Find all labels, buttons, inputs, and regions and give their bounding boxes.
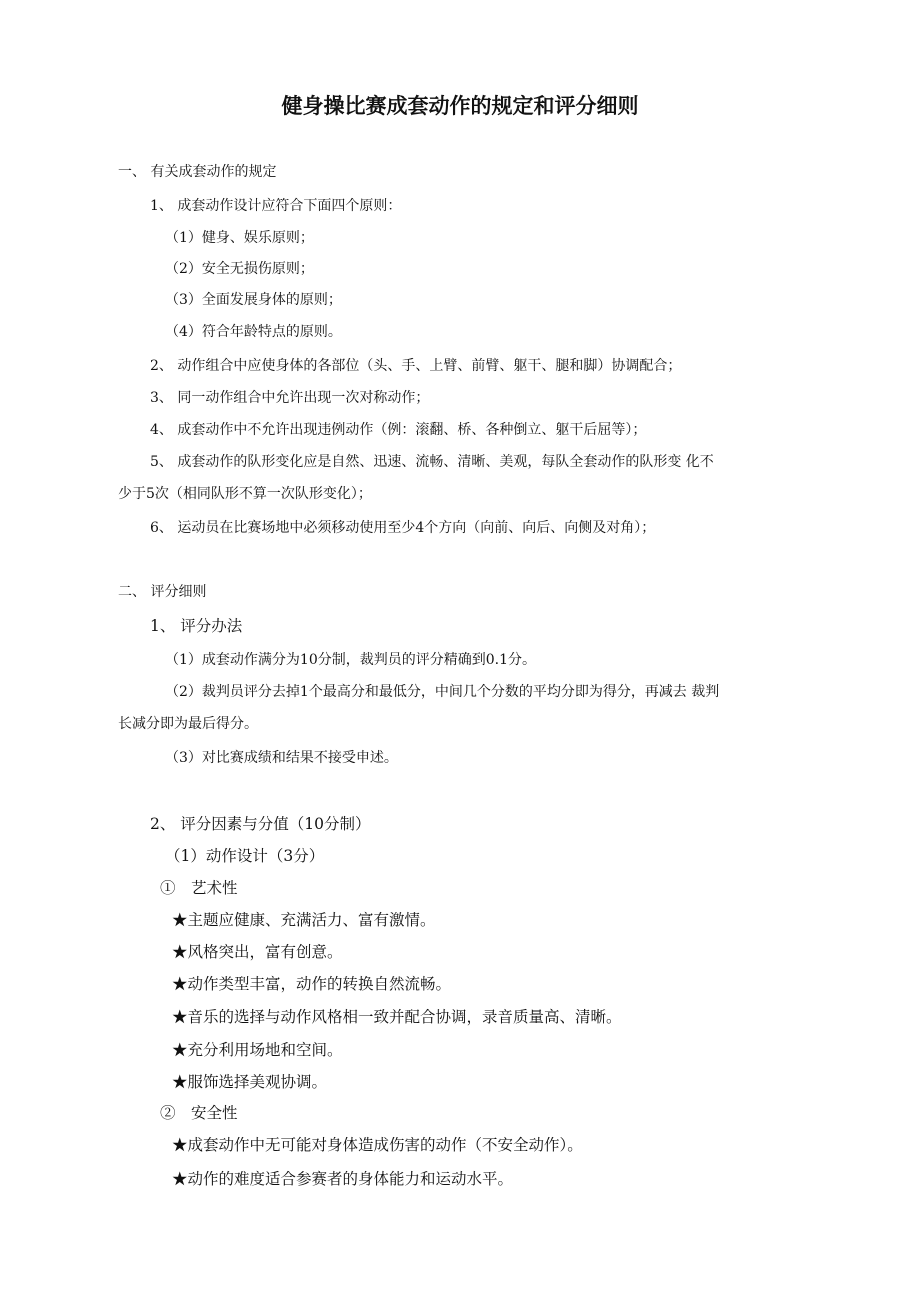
section-heading: 二、 评分细则 bbox=[118, 584, 207, 600]
method-item: （1）成套动作满分为10分制，裁判员的评分精确到0.1分。 bbox=[165, 652, 536, 668]
criterion-heading: ② 安全性 bbox=[160, 1104, 238, 1122]
principle-item: （3）全面发展身体的原则； bbox=[165, 292, 342, 308]
principle-item: （4）符合年龄特点的原则。 bbox=[165, 324, 342, 340]
section-heading: 一、 有关成套动作的规定 bbox=[118, 164, 277, 180]
subsection-heading: 1、 评分办法 bbox=[150, 617, 243, 635]
criterion-item: ★动作类型丰富，动作的转换自然流畅。 bbox=[172, 975, 452, 993]
method-item: （2）裁判员评分去掉1个最高分和最低分，中间几个分数的平均分即为得分，再减去 裁判 bbox=[165, 684, 720, 700]
method-item: （3）对比赛成绩和结果不接受申述。 bbox=[165, 750, 398, 766]
rule-item: 1、 成套动作设计应符合下面四个原则： bbox=[150, 198, 402, 214]
criterion-item: ★成套动作中无可能对身体造成伤害的动作（不安全动作）。 bbox=[172, 1136, 583, 1154]
criterion-item: ★主题应健康、充满活力、富有激情。 bbox=[172, 911, 436, 929]
criterion-item: ★风格突出，富有创意。 bbox=[172, 943, 343, 961]
factor-heading: （1）动作设计（3分） bbox=[165, 847, 325, 865]
criterion-item: ★服饰选择美观协调。 bbox=[172, 1073, 328, 1091]
principle-item: （2）安全无损伤原则； bbox=[165, 261, 314, 277]
rule-item: 6、 运动员在比赛场地中必须移动使用至少4个方向（向前、向后、向侧及对角）； bbox=[150, 520, 656, 536]
rule-item: 2、 动作组合中应使身体的各部位（头、手、上臂、前臂、躯干、腿和脚）协调配合； bbox=[150, 358, 682, 374]
principle-item: （1）健身、娱乐原则； bbox=[165, 230, 314, 246]
criterion-item: ★动作的难度适合参赛者的身体能力和运动水平。 bbox=[172, 1170, 514, 1188]
subsection-heading: 2、 评分因素与分值（10分制） bbox=[150, 815, 371, 833]
criterion-heading: ① 艺术性 bbox=[160, 879, 238, 897]
method-item-continuation: 长减分即为最后得分。 bbox=[118, 716, 258, 732]
document-title: 健身操比赛成套动作的规定和评分细则 bbox=[281, 94, 639, 118]
criterion-item: ★音乐的选择与动作风格相一致并配合协调，录音质量高、清晰。 bbox=[172, 1008, 622, 1026]
criterion-item: ★充分利用场地和空间。 bbox=[172, 1041, 343, 1059]
rule-item-continuation: 少于5次（相同队形不算一次队形变化）； bbox=[118, 486, 372, 502]
rule-item: 5、 成套动作的队形变化应是自然、迅速、流畅、清晰、美观，每队全套动作的队形变 化不 bbox=[150, 454, 714, 470]
rule-item: 3、 同一动作组合中允许出现一次对称动作； bbox=[150, 390, 430, 406]
rule-item: 4、 成套动作中不允许出现违例动作（例：滚翻、桥、各种倒立、躯干后屈等）； bbox=[150, 422, 647, 438]
